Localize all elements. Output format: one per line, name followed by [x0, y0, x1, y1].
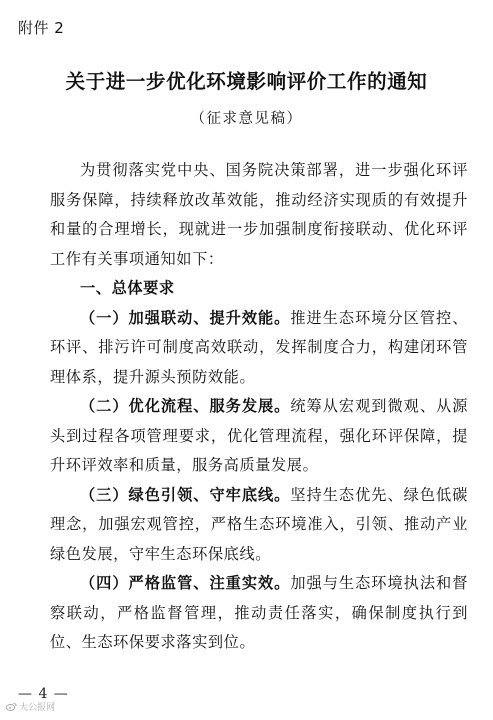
item-lead: （四）严格监管、注重实效。: [80, 574, 291, 592]
item-text: 推进生态环境分区管控、环评、排污许可制度高效联动，发挥制度合力，构建闭环管理体系，提升源头预防效能。: [50, 308, 468, 386]
item-text: 统筹从宏观到微观、从源头到过程各项管理要求，优化管理流程，强化环评保障，提升环评效率和质量，服务高质量发展。: [50, 397, 468, 474]
section-heading: 一、总体要求: [80, 279, 175, 297]
intro-paragraph: 为贯彻落实党中央、国务院决策部署，进一步强化环评服务保障，持续释放改革效能，推动经济实现质的有效提升和量的合理增长，现就进一步加强制度衔接联动、优化环评工作有关事项通知如下：: [50, 161, 468, 268]
document-title: 关于进一步优化环境影响评价工作的通知: [65, 70, 428, 93]
item-text: 坚持生态优先、绿色低碳理念，加强宏观管控，严格生态环境准入，引领、推动产业绿色发展，守牢生态环保底线。: [50, 485, 468, 563]
page-number: — 4 —: [18, 686, 69, 702]
item-paragraph-2: [50, 392, 468, 481]
item-lead: （一）加强联动、提升效能。: [80, 308, 291, 327]
attachment-label: 附件 2: [18, 19, 65, 37]
item-paragraph-4: [50, 569, 468, 658]
item-lead: （二）优化流程、服务发展。: [80, 397, 291, 415]
item-paragraph-3: [50, 481, 468, 570]
document-body: [50, 156, 468, 658]
watermark-text: 大公报网: [19, 703, 56, 713]
item-text: 加强与生态环境执法和督察联动，严格监督管理，推动责任落实，确保制度执行到位、生态环保要求落实到位。: [50, 574, 468, 651]
item-lead: （三）绿色引领、守牢底线。: [80, 485, 291, 504]
item-paragraph-1: [50, 304, 468, 393]
document-subtitle: （征求意见稿）: [190, 111, 303, 127]
weibo-logo-icon: [6, 702, 17, 711]
watermark: [6, 700, 55, 713]
